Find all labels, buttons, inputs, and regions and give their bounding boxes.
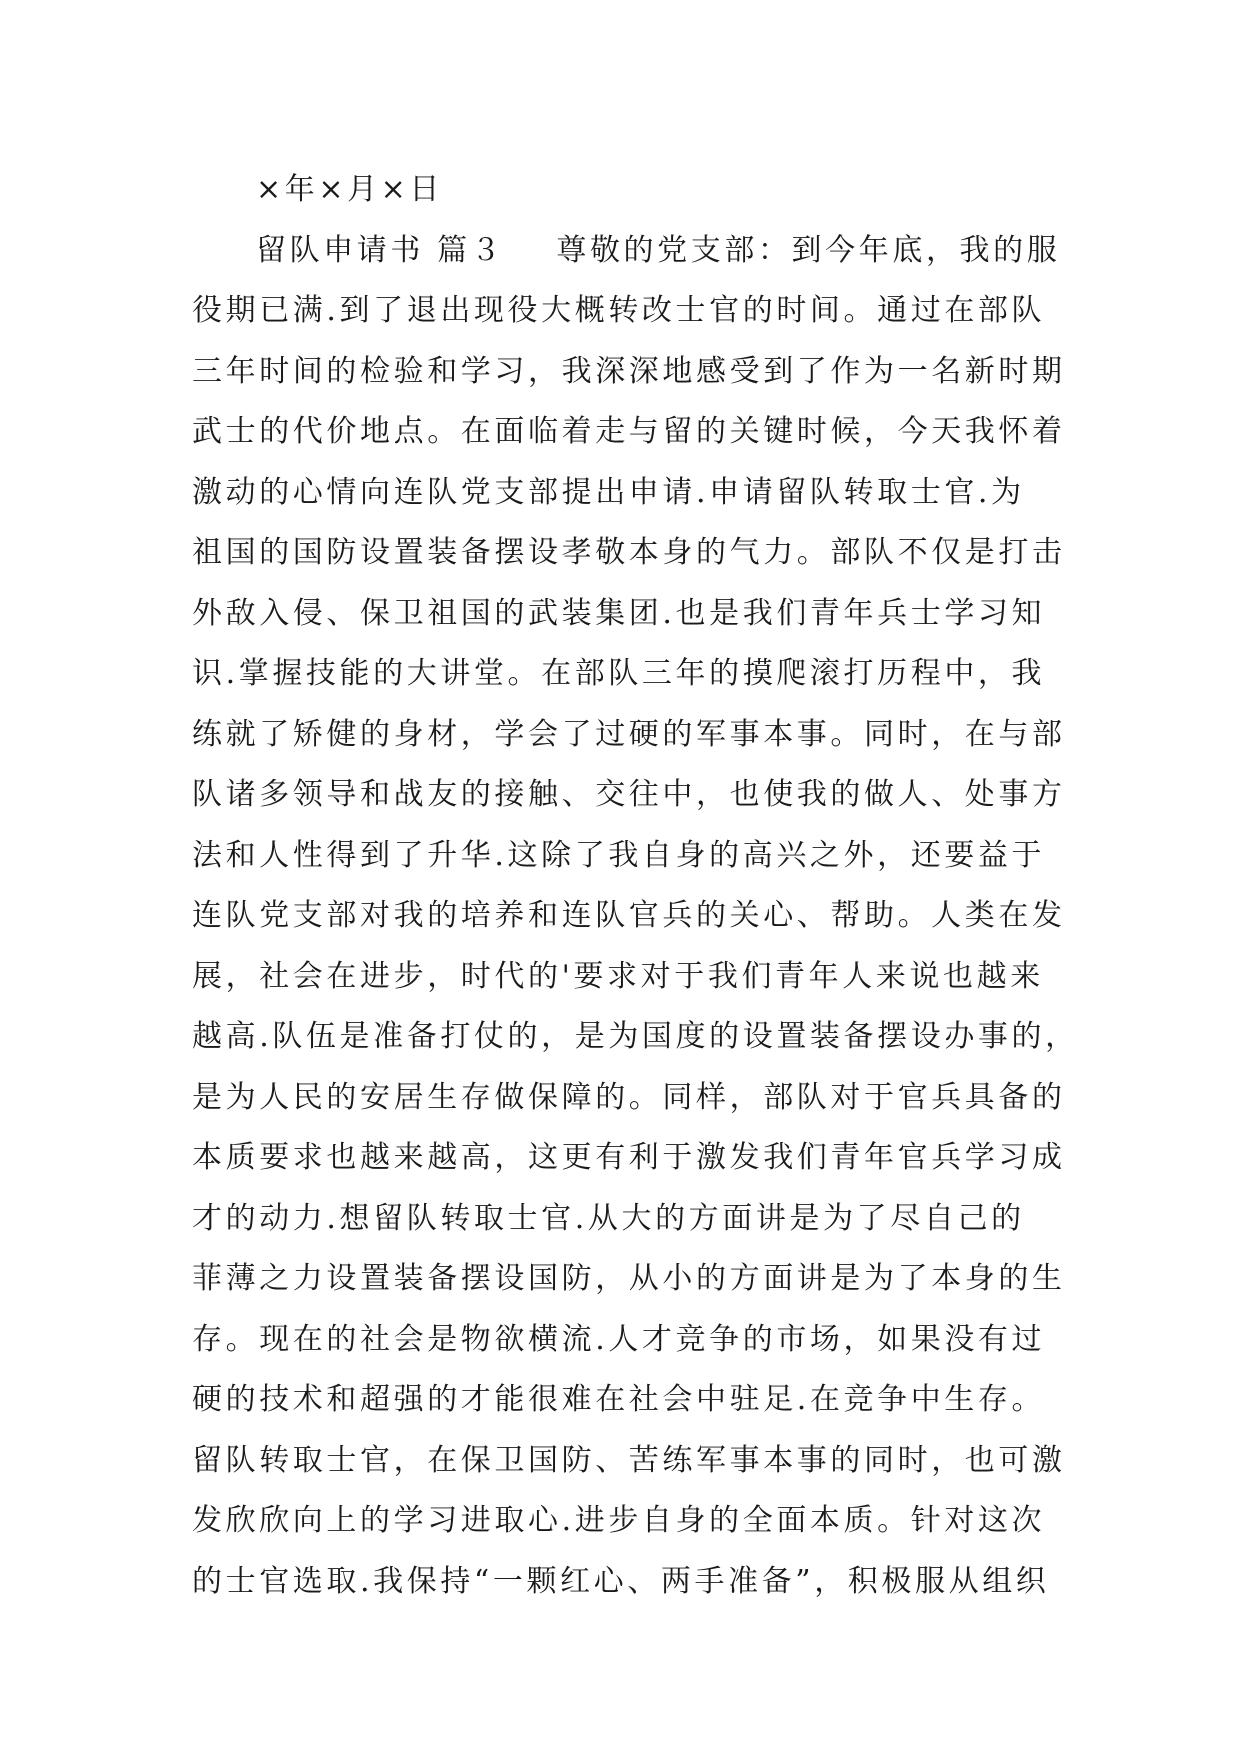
- body-line: 识.掌握技能的大讲堂。在部队三年的摸爬滚打历程中，我: [192, 656, 1046, 691]
- body-line: 才的动力.想留队转取士官.从大的方面讲是为了尽自己的: [192, 1200, 1025, 1236]
- body-line: 本质要求也越来越高，这更有利于激发我们青年官兵学习成: [192, 1140, 1066, 1175]
- body-line: 三年时间的检验和学习，我深深地感受到了作为一名新时期: [192, 353, 1066, 389]
- body-line: 是为人民的安居生存做保障的。同样，部队对于官兵具备的: [192, 1079, 1066, 1115]
- document-heading: 留队申请书 篇３: [256, 232, 505, 268]
- body-line: 练就了矫健的身材，学会了过硬的军事本事。同时，在与部: [192, 716, 1066, 752]
- body-line: 队诸多领导和战友的接触、交往中，也使我的做人、处事方: [192, 777, 1066, 812]
- body-line: 激动的心情向连队党支部提出申请.申请留队转取士官.为: [192, 474, 1025, 510]
- body-line: 存。现在的社会是物欲横流.人才竞争的市场，如果没有过: [192, 1321, 1046, 1357]
- body-line: 武士的代价地点。在面临着走与留的关键时候，今天我怀着: [192, 414, 1066, 449]
- body-line: 发欣欣向上的学习进取心.进步自身的全面本质。针对这次: [192, 1503, 1046, 1538]
- body-line: 留队转取士官，在保卫国防、苦练军事本事的同时，也可激: [192, 1442, 1066, 1478]
- body-line: 展，社会在进步，时代的'要求对于我们青年人来说也越来: [192, 958, 1044, 994]
- body-line: 连队党支部对我的培养和连队官兵的关心、帮助。人类在发: [192, 898, 1066, 933]
- body-line: 外敌入侵、保卫祖国的武装集团.也是我们青年兵士学习知: [192, 595, 1046, 631]
- body-line: 菲薄之力设置装备摆设国防，从小的方面讲是为了本身的生: [192, 1261, 1066, 1296]
- document-body: [192, 160, 1079, 1612]
- body-line: 法和人性得到了升华.这除了我自身的高兴之外，还要益于: [192, 837, 1046, 873]
- body-line: 硬的技术和超强的才能很难在社会中驻足.在竞争中生存。: [192, 1382, 1046, 1417]
- first-paragraph-line: [192, 221, 1072, 282]
- date-line: ×年×月×日: [256, 172, 444, 207]
- body-line: 尊敬的党支部：到今年底，我的服: [556, 232, 1061, 268]
- body-line: 的士官选取.我保持“一颗红心、两手准备”，积极服从组织: [192, 1563, 1050, 1599]
- body-line: 越高.队伍是准备打仗的，是为国度的设置装备摆设办事的，: [192, 1019, 1079, 1054]
- body-line: 役期已满.到了退出现役大概转改士官的时间。通过在部队: [192, 293, 1046, 328]
- body-line: 祖国的国防设置装备摆设孝敬本身的气力。部队不仅是打击: [192, 535, 1066, 570]
